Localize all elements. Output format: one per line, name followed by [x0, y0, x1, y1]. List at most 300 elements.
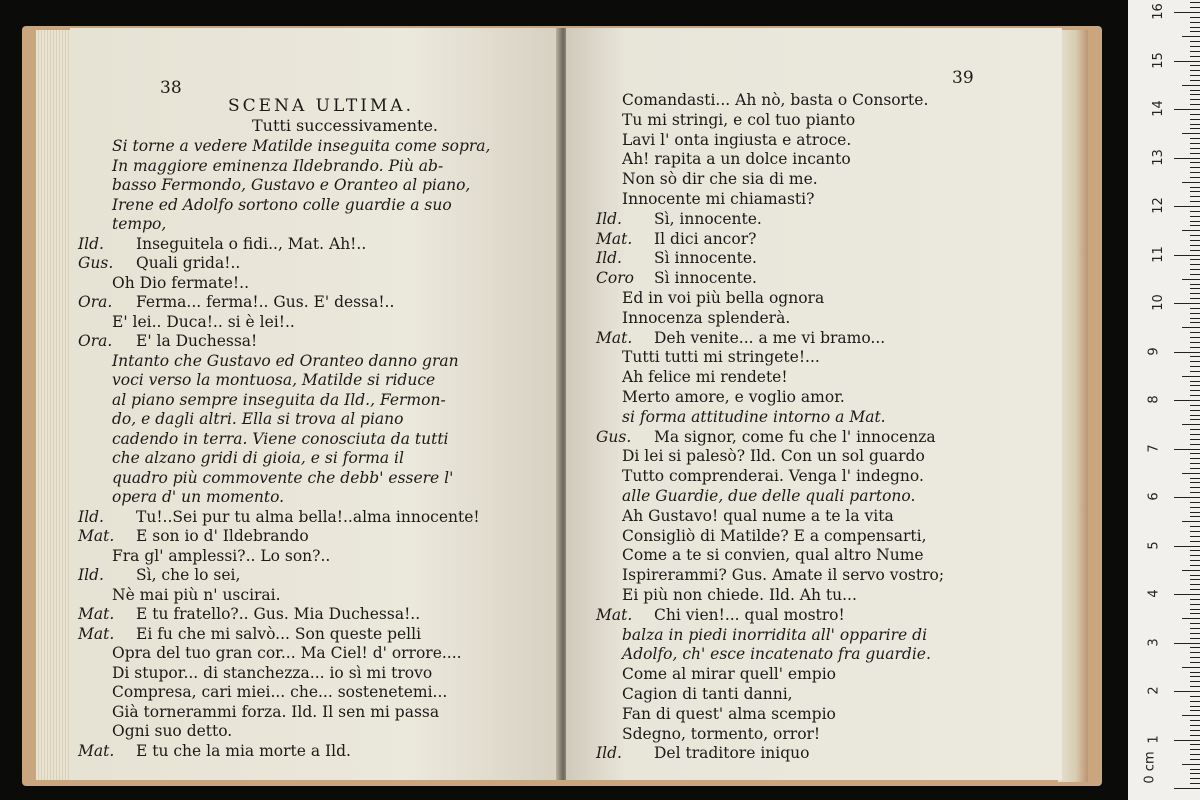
ruler-tick: [1174, 691, 1200, 692]
ruler-tick: [1182, 85, 1200, 86]
line-text: Ferma... ferma!.. Gus. E' dessa!..: [136, 293, 395, 311]
line-text: Tutti tutti mi stringete!...: [622, 348, 820, 367]
line-text: quadro più commovente che debb' essere l': [112, 468, 454, 487]
ruler-tick: [1190, 536, 1200, 537]
ruler-tick: [1182, 279, 1200, 280]
left-page-line: [112, 156, 443, 176]
page-number-right: 39: [952, 68, 974, 88]
right-page-line: [622, 545, 924, 565]
line-text: Del traditore iniquo: [654, 744, 810, 763]
right-page-line: [622, 585, 857, 605]
line-text: Tu!..Sei pur tu alma bella!..alma innocente!: [136, 507, 480, 526]
line-text: Sì, che lo sei,: [136, 566, 241, 584]
right-page-line: [596, 328, 885, 348]
ruler-tick: [1190, 124, 1200, 125]
ruler-tick: [1182, 182, 1200, 183]
ruler-tick: [1190, 769, 1200, 770]
right-page-line: [596, 209, 762, 229]
line-text: Di lei si palesò? Ild. Con un sol guardo: [622, 447, 925, 466]
left-page-line: [112, 273, 249, 293]
right-page-line: [622, 149, 851, 169]
ruler-number: 14: [1150, 100, 1166, 117]
ruler-tick: [1190, 41, 1200, 42]
right-page-line: [622, 724, 820, 744]
line-text: Cagion di tanti danni,: [622, 685, 793, 703]
line-text: basso Fermondo, Gustavo e Oranteo al piano,: [112, 176, 471, 194]
ruler-tick: [1190, 633, 1200, 634]
ruler-tick: [1190, 749, 1200, 750]
ruler-tick: [1190, 613, 1200, 614]
line-text: balza in piedi inorridita all' opparire di: [622, 625, 928, 644]
ruler-tick: [1190, 172, 1200, 173]
ruler-tick: [1190, 516, 1200, 517]
ruler-tick: [1190, 730, 1200, 731]
line-text: Non sò dir che sia di me.: [622, 170, 818, 189]
line-text: Fra gl' amplessi?.. Lo son?..: [112, 546, 331, 565]
ruler-tick: [1190, 177, 1200, 178]
ruler-tick: [1190, 70, 1200, 71]
ruler-tick: [1190, 7, 1200, 8]
ruler-tick: [1174, 352, 1200, 353]
ruler-tick: [1174, 400, 1200, 401]
speaker-label: Mat.: [78, 624, 115, 643]
ruler-tick: [1190, 366, 1200, 367]
speaker-label: Mat.: [78, 605, 115, 623]
left-page-line: [112, 448, 404, 468]
ruler-tick: [1190, 153, 1200, 154]
right-page-line: [596, 268, 757, 288]
line-text: Di stupor... di stanchezza... io sì mi trovo: [112, 663, 433, 682]
line-text: Ogni suo detto.: [112, 722, 233, 740]
ruler-tick: [1190, 439, 1200, 440]
ruler-tick: [1190, 676, 1200, 677]
ruler-tick: [1190, 162, 1200, 163]
line-text: Quali grida!..: [136, 254, 241, 272]
left-page-line: [112, 468, 453, 488]
ruler-tick: [1190, 56, 1200, 57]
ruler-number: 8: [1146, 395, 1162, 404]
ruler-tick: [1190, 458, 1200, 459]
ruler-tick: [1190, 468, 1200, 469]
speaker-label: Ild.: [78, 566, 104, 584]
ruler-tick: [1190, 167, 1200, 168]
ruler-tick: [1190, 419, 1200, 420]
left-page-line: [112, 429, 449, 449]
ruler-tick: [1190, 104, 1200, 105]
ruler-tick: [1190, 453, 1200, 454]
line-text: Irene ed Adolfo sortono colle guardie a suo: [112, 195, 452, 214]
ruler-tick: [1190, 245, 1200, 246]
ruler-tick: [1190, 235, 1200, 236]
line-text: Ei più non chiede. Ild. Ah tu...: [622, 586, 857, 604]
scene-subtitle: Tutti successivamente.: [252, 116, 438, 135]
line-text: Sì innocente.: [654, 249, 757, 268]
ruler-tick: [1190, 783, 1200, 784]
ruler-tick: [1190, 2, 1200, 3]
speaker-label: Mat.: [78, 527, 115, 545]
line-text: Come a te si convien, qual altro Nume: [622, 546, 924, 565]
line-text: opera d' un momento.: [112, 488, 285, 506]
right-page-line: [622, 387, 845, 407]
ruler-number: 6: [1146, 492, 1162, 501]
ruler-tick: [1190, 395, 1200, 396]
right-page-line: [622, 110, 855, 130]
ruler-tick: [1190, 284, 1200, 285]
ruler-number: 15: [1150, 51, 1166, 69]
ruler-tick: [1190, 119, 1200, 120]
ruler-tick: [1182, 133, 1200, 134]
line-text: cadendo in terra. Viene conosciuta da tutti: [112, 429, 449, 448]
line-text: Oh Dio fermate!..: [112, 273, 250, 292]
ruler-tick: [1174, 303, 1200, 304]
line-text: Inseguitela o fidi.., Mat. Ah!..: [136, 234, 367, 253]
left-page-line: [78, 624, 421, 644]
ruler-tick: [1190, 725, 1200, 726]
speaker-label: Gus.: [596, 427, 632, 446]
ruler-tick: [1190, 356, 1200, 357]
ruler-tick: [1190, 759, 1200, 760]
ruler-tick: [1190, 274, 1200, 275]
ruler-tick: [1182, 570, 1200, 571]
left-page-line: [112, 721, 232, 741]
ruler-tick: [1190, 526, 1200, 527]
ruler-tick: [1190, 390, 1200, 391]
ruler-number: 5: [1146, 540, 1162, 550]
speaker-label: Ora.: [78, 332, 113, 350]
ruler-tick: [1190, 672, 1200, 673]
ruler-tick: [1190, 623, 1200, 624]
line-text: E son io d' Ildebrando: [136, 527, 309, 545]
ruler-tick: [1190, 429, 1200, 430]
ruler-tick: [1190, 531, 1200, 532]
line-text: Ah felice mi rendete!: [622, 368, 788, 387]
right-page-line: [622, 684, 793, 704]
line-text: Come al mirar quell' empio: [622, 665, 837, 684]
right-page-line: [622, 189, 814, 209]
ruler-tick: [1182, 230, 1200, 231]
right-page-line: [622, 625, 927, 645]
ruler-tick: [1182, 424, 1200, 425]
ruler-tick: [1190, 187, 1200, 188]
ruler-tick: [1190, 482, 1200, 483]
ruler-tick: [1174, 158, 1200, 159]
ruler-tick: [1190, 27, 1200, 28]
left-page: [70, 28, 558, 780]
ruler-tick: [1190, 410, 1200, 411]
line-text: Ah Gustavo! qual nume a te la vita: [622, 506, 894, 525]
ruler-tick: [1190, 463, 1200, 464]
line-text: In maggiore eminenza Ildebrando. Più ab-: [112, 156, 444, 175]
page-edges-right: [1058, 30, 1088, 782]
ruler-tick: [1174, 12, 1200, 13]
ruler-tick: [1190, 240, 1200, 241]
line-text: Adolfo, ch' esce incatenato fra guardie.: [622, 645, 931, 664]
right-page-line: [622, 526, 927, 546]
ruler-tick: [1190, 444, 1200, 445]
ruler-tick: [1190, 143, 1200, 144]
ruler-unit-label: 0 cm: [1142, 751, 1158, 784]
speaker-label: Mat.: [596, 605, 633, 624]
ruler-tick: [1190, 46, 1200, 47]
ruler-tick: [1190, 201, 1200, 202]
ruler-tick: [1190, 342, 1200, 343]
line-text: Sdegno, tormento, orror!: [622, 724, 821, 743]
ruler-tick: [1190, 216, 1200, 217]
line-text: Ed in voi più bella ognora: [622, 289, 825, 307]
left-page-line: [112, 195, 452, 215]
right-page-line: [622, 664, 836, 684]
ruler-tick: [1190, 148, 1200, 149]
right-page-line: [622, 130, 851, 150]
left-page-line: [112, 585, 281, 605]
ruler-tick: [1190, 90, 1200, 91]
ruler-tick: [1190, 744, 1200, 745]
line-text: Ah! rapita a un dolce incanto: [622, 150, 851, 169]
ruler-number: 11: [1150, 245, 1166, 263]
line-text: Sì innocente.: [654, 269, 757, 288]
speaker-label: Mat.: [596, 229, 633, 248]
right-page-line: [596, 743, 809, 763]
ruler-tick: [1190, 293, 1200, 294]
ruler-tick: [1174, 740, 1200, 741]
ruler-tick: [1190, 221, 1200, 222]
ruler-tick: [1190, 31, 1200, 32]
ruler-tick: [1182, 327, 1200, 328]
speaker-label: Coro: [596, 269, 634, 288]
ruler-tick: [1190, 318, 1200, 319]
ruler-tick: [1190, 269, 1200, 270]
ruler-tick: [1182, 667, 1200, 668]
line-text: E' la Duchessa!: [136, 332, 258, 350]
ruler-tick: [1190, 652, 1200, 653]
ruler-tick: [1174, 449, 1200, 450]
right-page-line: [622, 565, 944, 585]
left-page-line: [112, 136, 490, 156]
right-page-line: [596, 605, 845, 625]
left-page-line: [112, 643, 462, 663]
ruler-tick: [1190, 681, 1200, 682]
ruler-tick: [1190, 211, 1200, 212]
speaker-label: Gus.: [78, 254, 114, 272]
line-text: Ei fu che mi salvò... Son queste pelli: [136, 624, 422, 643]
left-page-line: [112, 663, 432, 683]
ruler-tick: [1190, 720, 1200, 721]
speaker-label: Ild.: [596, 209, 622, 228]
ruler-tick: [1182, 36, 1200, 37]
line-text: Ispirerammi? Gus. Amate il servo vostro;: [622, 566, 945, 585]
ruler-tick: [1190, 313, 1200, 314]
ruler-tick: [1190, 541, 1200, 542]
line-text: Tutto comprenderai. Venga l' indegno.: [622, 467, 924, 486]
ruler-tick: [1174, 206, 1200, 207]
ruler-tick: [1174, 643, 1200, 644]
ruler-tick: [1190, 225, 1200, 226]
line-text: Tu mi stringi, e col tuo pianto: [622, 110, 856, 129]
line-text: Ma signor, come fu che l' innocenza: [654, 427, 936, 446]
ruler-tick: [1190, 337, 1200, 338]
ruler-tick: [1190, 128, 1200, 129]
ruler-tick: [1190, 686, 1200, 687]
ruler-tick: [1174, 255, 1200, 256]
line-text: Nè mai più n' uscirai.: [112, 585, 281, 604]
right-page-line: [622, 347, 820, 367]
line-text: E tu che la mia morte a Ild.: [136, 741, 351, 760]
ruler-tick: [1190, 550, 1200, 551]
speaker-label: Mat.: [596, 328, 633, 347]
ruler-tick: [1190, 17, 1200, 18]
page-number-left: 38: [160, 78, 182, 98]
speaker-label: Ild.: [596, 249, 622, 268]
right-page-line: [622, 288, 824, 308]
right-page: [566, 28, 1062, 780]
ruler-tick: [1190, 332, 1200, 333]
ruler-tick: [1190, 196, 1200, 197]
ruler-tick: [1190, 371, 1200, 372]
ruler-tick: [1190, 347, 1200, 348]
ruler-tick: [1190, 628, 1200, 629]
ruler-tick: [1190, 604, 1200, 605]
line-text: Già tornerammi forza. Ild. Il sen mi passa: [112, 702, 440, 721]
ruler-tick: [1182, 473, 1200, 474]
right-page-line: [622, 169, 818, 189]
line-text: Chi vien!... qual mostro!: [654, 605, 845, 624]
ruler-tick: [1190, 575, 1200, 576]
right-page-line: [596, 248, 757, 268]
ruler-tick: [1174, 788, 1200, 789]
ruler-tick: [1174, 497, 1200, 498]
right-page-line: [596, 229, 756, 249]
ruler-tick: [1190, 80, 1200, 81]
left-page-line: [112, 214, 166, 234]
line-text: Si torne a vedere Matilde inseguita come sopra,: [112, 137, 491, 155]
speaker-label: Ild.: [78, 234, 104, 253]
line-text: alle Guardie, due delle quali partono.: [622, 487, 916, 505]
ruler-tick: [1190, 138, 1200, 139]
line-text: Deh venite... a me vi bramo...: [654, 328, 886, 347]
right-page-line: [622, 466, 924, 486]
ruler-tick: [1190, 657, 1200, 658]
left-page-line: [112, 702, 439, 722]
ruler-tick: [1174, 61, 1200, 62]
ruler-number: 12: [1150, 197, 1166, 214]
ruler-tick: [1190, 507, 1200, 508]
left-page-line: [112, 546, 330, 566]
left-page-line: [112, 487, 284, 507]
ruler-tick: [1174, 546, 1200, 547]
ruler-tick: [1190, 647, 1200, 648]
right-page-line: [622, 704, 836, 724]
line-text: Innocente mi chiamasti?: [622, 190, 815, 208]
ruler-tick: [1174, 594, 1200, 595]
ruler-tick: [1190, 579, 1200, 580]
left-page-line: [112, 390, 446, 410]
right-page-line: [622, 308, 790, 328]
right-page-line: [622, 644, 931, 664]
ruler-tick: [1190, 773, 1200, 774]
right-page-line: [622, 407, 886, 427]
ruler-tick: [1190, 555, 1200, 556]
line-text: al piano sempre inseguita da Ild., Fermon-: [112, 390, 446, 409]
ruler-tick: [1190, 560, 1200, 561]
ruler-tick: [1190, 75, 1200, 76]
left-page-line: [78, 234, 366, 254]
ruler-tick: [1190, 478, 1200, 479]
ruler-tick: [1174, 109, 1200, 110]
left-page-line: [78, 526, 309, 546]
line-text: si forma attitudine intorno a Mat.: [622, 407, 886, 426]
right-page-line: [596, 427, 936, 447]
left-page-line: [78, 253, 240, 273]
left-page-line: [78, 292, 394, 312]
ruler-tick: [1190, 662, 1200, 663]
speaker-label: Ora.: [78, 293, 113, 311]
speaker-label: Mat.: [78, 741, 115, 760]
ruler-number: 9: [1146, 346, 1162, 356]
ruler-tick: [1190, 322, 1200, 323]
left-page-line: [112, 370, 435, 390]
left-page-line: [78, 741, 351, 761]
ruler-tick: [1190, 589, 1200, 590]
line-text: Consigliò di Matilde? E a compensarti,: [622, 526, 927, 545]
ruler-tick: [1190, 94, 1200, 95]
right-page-line: [622, 506, 894, 526]
ruler-tick: [1190, 99, 1200, 100]
ruler-tick: [1190, 65, 1200, 66]
ruler-tick: [1182, 376, 1200, 377]
ruler-number: 3: [1146, 637, 1162, 647]
left-page-line: [78, 507, 480, 527]
ruler-tick: [1190, 696, 1200, 697]
line-text: do, e dagli altri. Ella si trova al piano: [112, 410, 404, 428]
ruler-number: 1: [1146, 734, 1162, 744]
ruler-number: 13: [1150, 148, 1166, 166]
ruler-tick: [1190, 191, 1200, 192]
ruler-tick: [1190, 264, 1200, 265]
ruler-tick: [1190, 754, 1200, 755]
left-page-line: [112, 312, 295, 332]
left-page-line: [112, 175, 470, 195]
ruler-tick: [1190, 710, 1200, 711]
ruler-tick: [1190, 51, 1200, 52]
line-text: Fan di quest' alma scempio: [622, 704, 836, 723]
ruler-tick: [1190, 638, 1200, 639]
ruler-tick: [1190, 381, 1200, 382]
line-text: che alzano gridi di gioia, e si forma il: [112, 449, 404, 467]
ruler-tick: [1190, 259, 1200, 260]
left-page-line: [78, 604, 420, 624]
ruler-tick: [1190, 778, 1200, 779]
line-text: Merto amore, e voglio amor.: [622, 388, 845, 406]
line-text: Intanto che Gustavo ed Oranteo danno gran: [112, 351, 459, 370]
line-text: Lavi l' onta ingiusta e atroce.: [622, 130, 852, 149]
ruler-number: 2: [1146, 686, 1162, 695]
right-page-line: [622, 486, 915, 506]
ruler-tick: [1190, 487, 1200, 488]
line-text: Comandasti... Ah nò, basta o Consorte.: [622, 91, 929, 109]
line-text: Innocenza splenderà.: [622, 308, 791, 327]
line-text: Il dici ancor?: [654, 229, 757, 248]
line-text: tempo,: [112, 215, 167, 233]
line-text: Sì, innocente.: [654, 209, 762, 228]
line-text: Opra del tuo gran cor... Ma Ciel! d' orrore....: [112, 644, 462, 662]
line-text: E tu fratello?.. Gus. Mia Duchessa!..: [136, 605, 421, 623]
line-text: voci verso la montuosa, Matilde si riduce: [112, 371, 436, 389]
ruler-number: 7: [1146, 443, 1162, 453]
ruler-tick: [1190, 434, 1200, 435]
right-page-line: [622, 367, 788, 387]
speaker-label: Ild.: [596, 744, 622, 763]
ruler-tick: [1190, 405, 1200, 406]
